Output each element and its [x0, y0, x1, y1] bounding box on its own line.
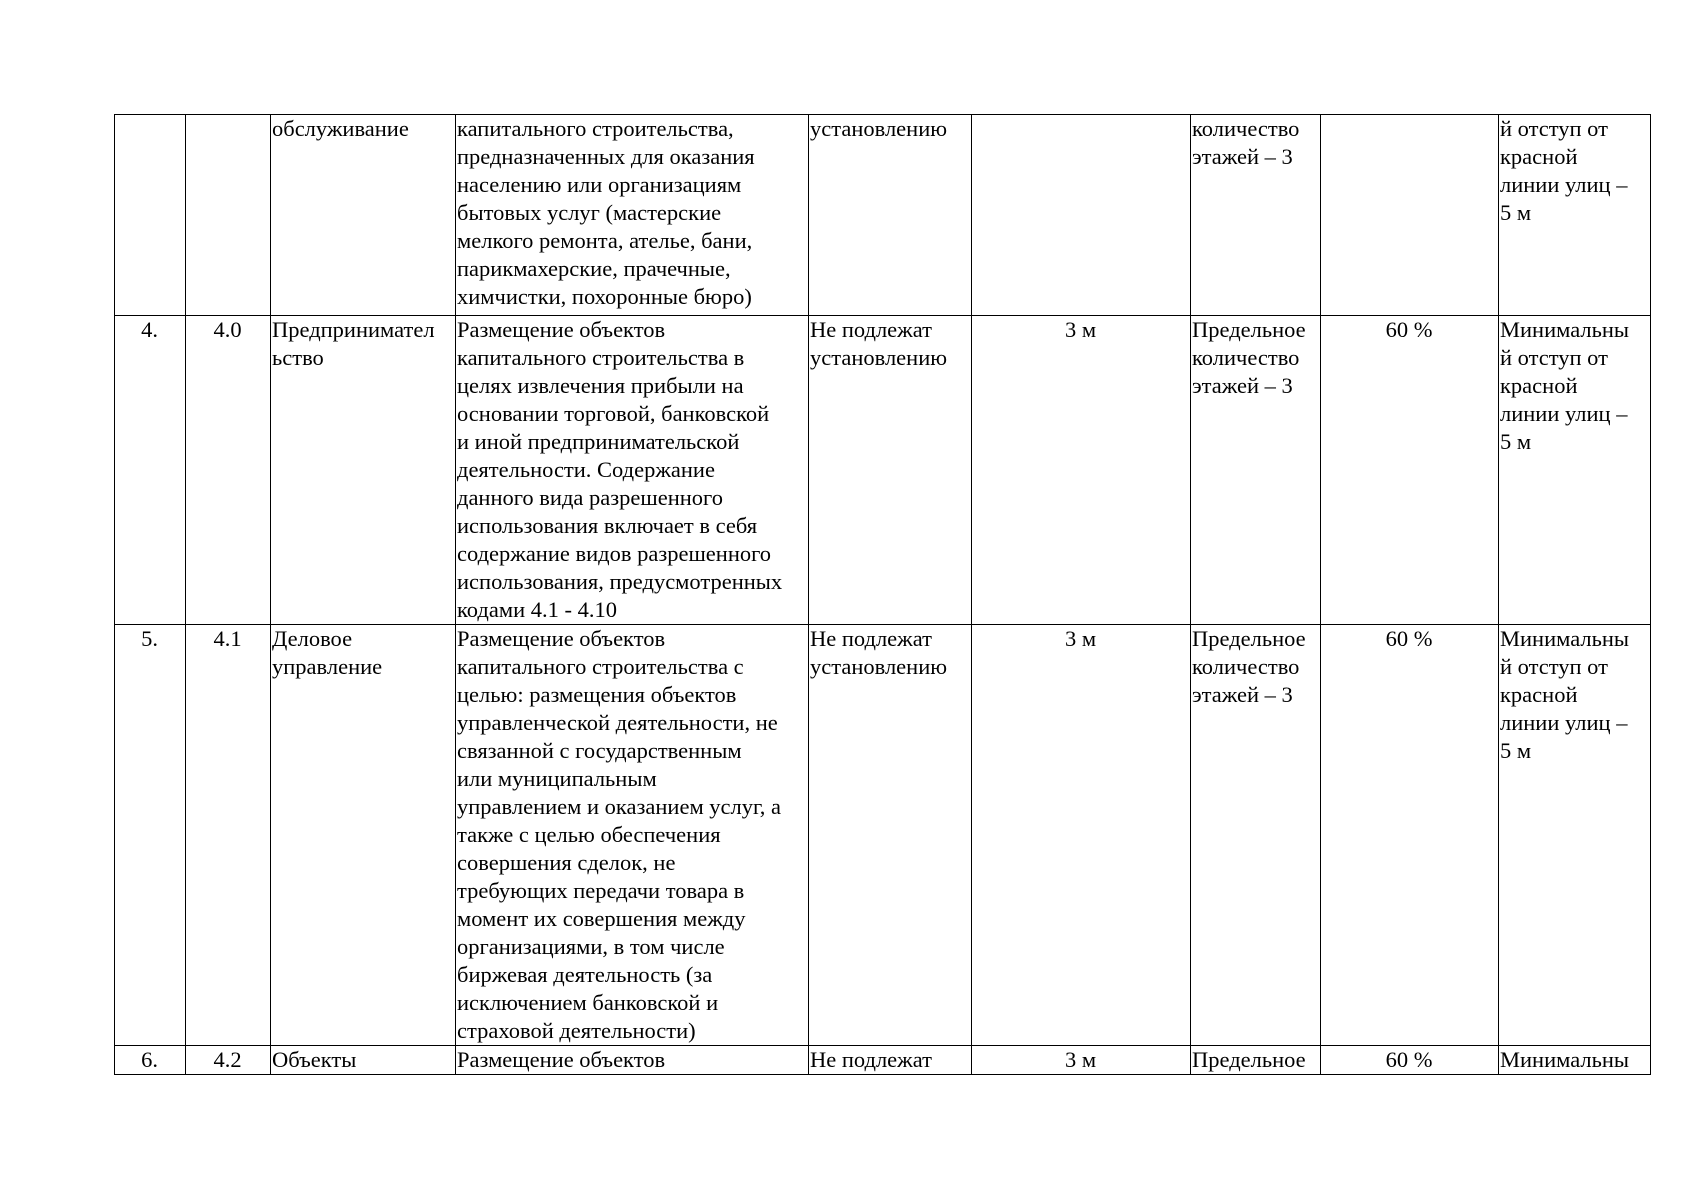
plot-area-cell: установлению	[809, 115, 972, 316]
row-number-cell	[115, 115, 186, 316]
floors-limit-cell: Предельное количество этажей – 3	[1191, 625, 1321, 1046]
min-setback-cell: Минимальны й отступ от красной линии улиц – 5 м	[1499, 316, 1651, 625]
use-code-cell	[186, 115, 271, 316]
plot-area-cell: Не подлежат установлению	[809, 316, 972, 625]
floors-limit-cell: Предельное количество этажей – 3	[1191, 316, 1321, 625]
row-number-cell: 6.	[115, 1046, 186, 1075]
coverage-cell	[1321, 115, 1499, 316]
coverage-cell: 60 %	[1321, 316, 1499, 625]
min-setback-cell: Минимальны	[1499, 1046, 1651, 1075]
coverage-cell: 60 %	[1321, 625, 1499, 1046]
plot-area-cell: Не подлежат	[809, 1046, 972, 1075]
min-setback-cell: й отступ от красной линии улиц – 5 м	[1499, 115, 1651, 316]
use-name-cell: Объекты	[271, 1046, 456, 1075]
min-setback-cell: Минимальны й отступ от красной линии улиц – 5 м	[1499, 625, 1651, 1046]
use-name-cell: обслуживание	[271, 115, 456, 316]
table-row	[115, 115, 1651, 316]
floors-limit-cell: количество этажей – 3	[1191, 115, 1321, 316]
use-description-cell: Размещение объектов	[456, 1046, 809, 1075]
table-row	[115, 316, 1651, 625]
use-description-cell: Размещение объектов капитального строительства с целью: размещения объектов управленческой деятельности, не связанной с государственным или муниципальным управлением и оказанием услуг, а также с целью обеспечения совершения сделок, не требующих передачи товара в момент их совершения между организациями, в том числе биржевая деятельность (за исключением банковской и страховой деятельности)	[456, 625, 809, 1046]
row-number-cell: 4.	[115, 316, 186, 625]
setback-cell: 3 м	[972, 316, 1191, 625]
setback-cell	[972, 115, 1191, 316]
coverage-cell: 60 %	[1321, 1046, 1499, 1075]
table-row	[115, 625, 1651, 1046]
plot-area-cell: Не подлежат установлению	[809, 625, 972, 1046]
land-use-table	[114, 114, 1651, 1075]
floors-limit-cell: Предельное	[1191, 1046, 1321, 1075]
use-code-cell: 4.2	[186, 1046, 271, 1075]
use-code-cell: 4.1	[186, 625, 271, 1046]
use-code-cell: 4.0	[186, 316, 271, 625]
use-description-cell: Размещение объектов капитального строительства в целях извлечения прибыли на основании торговой, банковской и иной предпринимательской деятельности. Содержание данного вида разрешенного использования включает в себя содержание видов разрешенного использования, предусмотренных кодами 4.1 - 4.10	[456, 316, 809, 625]
use-description-cell: капитального строительства, предназначенных для оказания населению или организациям бытовых услуг (мастерские мелкого ремонта, ателье, бани, парикмахерские, прачечные, химчистки, похоронные бюро)	[456, 115, 809, 316]
row-number-cell: 5.	[115, 625, 186, 1046]
table-row	[115, 1046, 1651, 1075]
use-name-cell: Деловое управление	[271, 625, 456, 1046]
use-name-cell: Предпринимател ьство	[271, 316, 456, 625]
setback-cell: 3 м	[972, 625, 1191, 1046]
setback-cell: 3 м	[972, 1046, 1191, 1075]
